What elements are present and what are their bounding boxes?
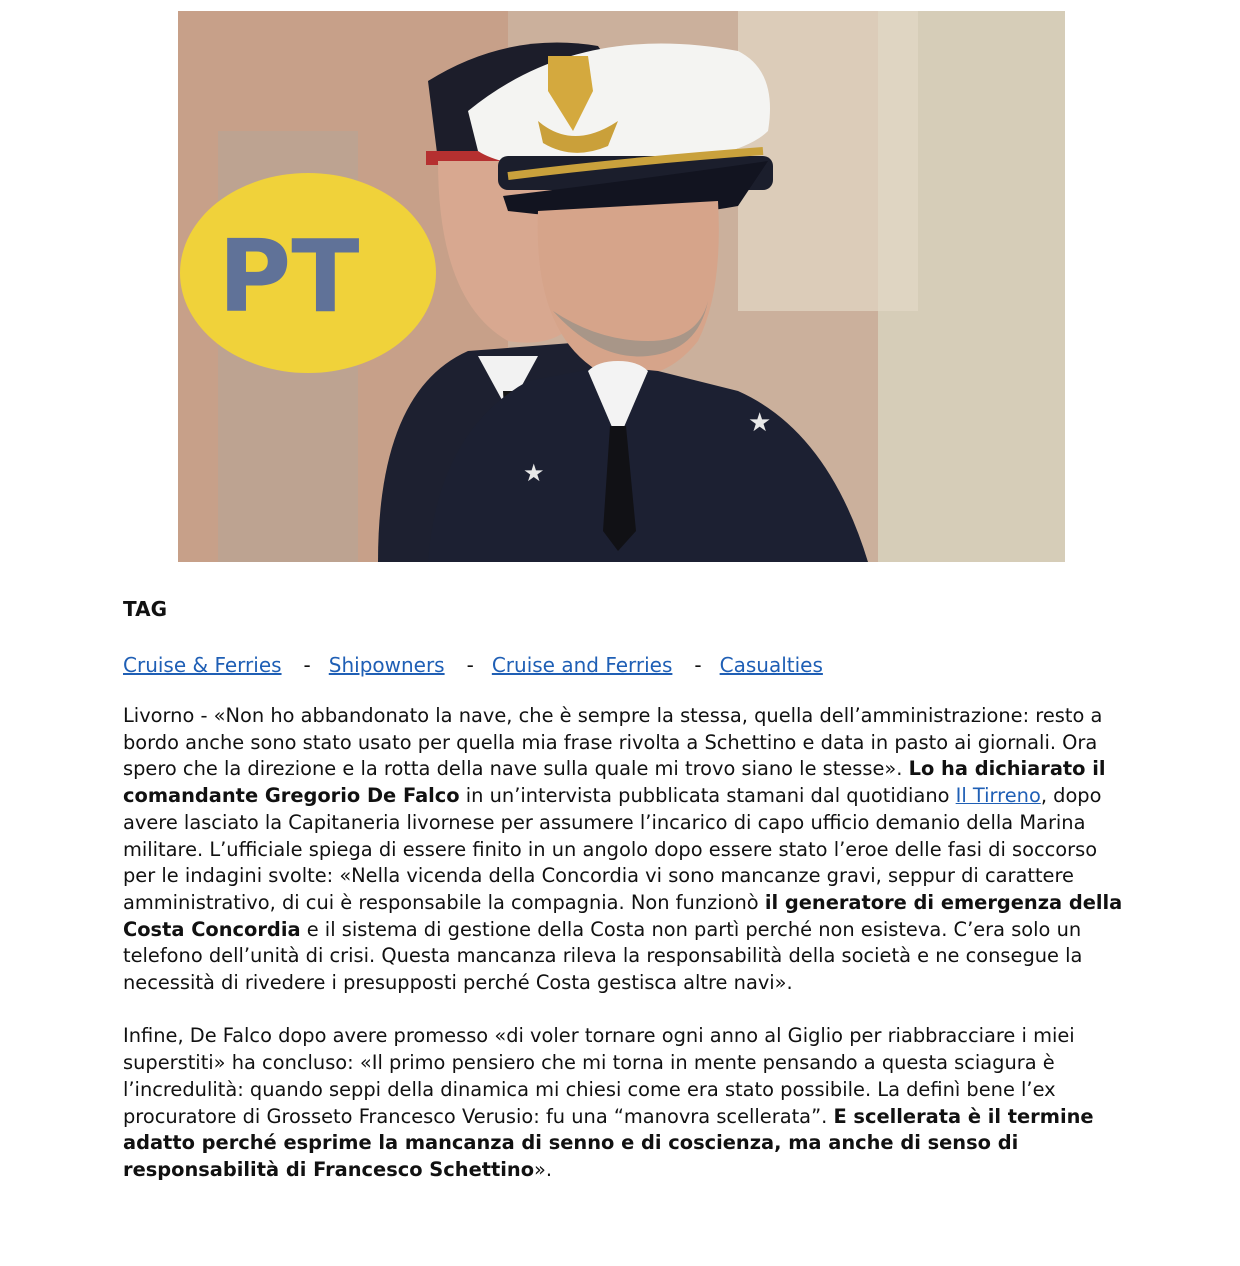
highlight-generator: il generatore di emergenza della Costa Concordia xyxy=(123,890,1123,941)
svg-text:★: ★ xyxy=(748,408,772,438)
tag-list xyxy=(123,653,823,677)
highlight-statement: Lo ha dichiarato il comandante Gregorio De Falco xyxy=(123,757,1106,808)
officer-photo-illustration xyxy=(178,11,1065,562)
pt-sign-text: PT xyxy=(218,218,360,335)
tag-link-cruise-and-ferries[interactable]: Cruise and Ferries xyxy=(491,653,673,677)
article-body xyxy=(123,703,1123,1210)
article-photo xyxy=(178,11,1065,562)
tag-separator: - xyxy=(694,653,702,677)
article-paragraph-2: Infine, De Falco dopo avere promesso «di voler tornare ogni anno al Giglio per riabbracciare i miei superstiti» ha concluso: «Il primo pensiero che mi torna in mente pensando a questa sciagura è l’incredulità: quando seppi della dinamica mi chiesi come era stato possibile. La definì bene l’ex procuratore di Grosseto Francesco Verusio: fu una “manovra scellerata”. E scellerata è il termine adatto perché esprime la mancanza di senno e di coscienza, ma anche di senso di responsabilità di Francesco Schettino». xyxy=(123,1024,1094,1181)
tag-link-casualties[interactable]: Casualties xyxy=(719,653,823,677)
tag-separator: - xyxy=(466,653,474,677)
highlight-conclusion: E scellerata è il termine adatto perché esprime la mancanza di senno e di coscienza, ma anche di senso di responsabilità di Francesco Schettino xyxy=(123,1104,1094,1181)
tag-heading: TAG xyxy=(123,597,167,621)
tag-link-cruise-ferries[interactable]: Cruise & Ferries xyxy=(123,653,282,677)
tag-link-shipowners[interactable]: Shipowners xyxy=(328,653,445,677)
tag-separator: - xyxy=(303,653,311,677)
svg-text:★: ★ xyxy=(523,459,545,487)
il-tirreno-link[interactable]: Il Tirreno xyxy=(955,784,1041,808)
article-paragraph-1: Livorno - «Non ho abbandonato la nave, che è sempre la stessa, quella dell’amministrazione: resto a bordo anche sono stato usato per quella mia frase rivolta a Schettino e data in pasto ai giornali. Ora spero che la direzione e la rotta della nave sulla quale mi trovo siano le stesse». Lo ha dichiarato il comandante Gregorio De Falco in un’intervista pubblicata stamani dal quotidiano Il Tirreno, dopo avere lasciato la Capitaneria livornese per assumere l’incarico di capo ufficio demanio della Marina militare. L’ufficiale spiega di essere finito in un angolo dopo essere stato l’eroe delle fasi di soccorso per le indagini svolte: «Nella vicenda della Concordia vi sono mancanze gravi, seppur di carattere amministrativo, di cui è responsabile la compagnia. Non funzionò il generatore di emergenza della Costa Concordia e il sistema di gestione della Costa non partì perché non esisteva. C’era solo un telefono dell’unità di crisi. Questa mancanza rileva la responsabilità della società e ne consegue la necessità di rivedere i presupposti perché Costa gestisca altre navi». xyxy=(123,704,1123,995)
